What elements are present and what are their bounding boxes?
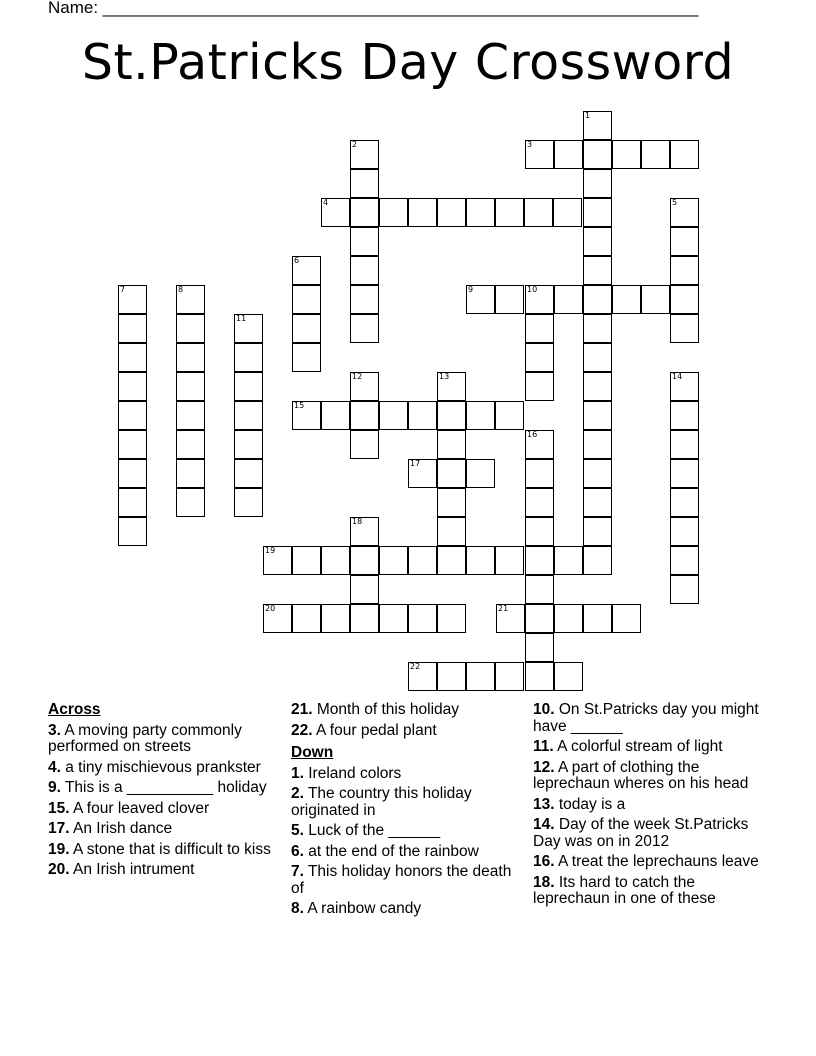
clue-text: today is a	[554, 795, 626, 813]
clue-item	[291, 844, 516, 861]
clue-item	[291, 723, 516, 740]
grid-cell[interactable]	[495, 198, 524, 227]
clue-num: 9.	[48, 779, 61, 796]
clue-number: 7	[120, 285, 126, 294]
grid-cell[interactable]	[466, 285, 495, 314]
grid-cell[interactable]	[670, 198, 699, 227]
grid-cell[interactable]	[670, 285, 699, 314]
clue-number: 6	[294, 256, 300, 265]
clue-item	[291, 823, 516, 840]
grid-cell[interactable]	[525, 488, 554, 517]
grid-cell[interactable]	[176, 401, 205, 430]
clue-item	[291, 766, 516, 783]
grid-cell[interactable]	[408, 604, 437, 633]
grid-cell[interactable]	[176, 314, 205, 343]
grid-cell[interactable]	[350, 372, 379, 401]
grid-cell[interactable]	[234, 343, 263, 372]
clue-number: 19	[265, 546, 276, 555]
grid-cell[interactable]	[583, 169, 612, 198]
grid-cell[interactable]	[525, 285, 554, 314]
clue-item	[291, 864, 516, 897]
grid-cell[interactable]	[350, 517, 379, 546]
clue-number: 17	[410, 459, 421, 468]
clue-number: 10	[527, 285, 538, 294]
clue-text: A four pedal plant	[312, 721, 437, 739]
grid-cell[interactable]	[583, 140, 612, 169]
grid-cell[interactable]	[118, 517, 147, 546]
clue-num: 4.	[48, 758, 61, 776]
clue-num: 16.	[533, 853, 555, 870]
grid-cell[interactable]	[408, 662, 437, 691]
clue-item	[291, 702, 516, 719]
grid-cell[interactable]	[583, 256, 612, 285]
grid-cell[interactable]	[525, 604, 554, 633]
clue-text: An Irish intrument	[69, 861, 195, 878]
clue-item	[48, 760, 273, 777]
clue-text: Ireland colors	[303, 764, 402, 782]
grid-cell[interactable]	[263, 604, 292, 633]
grid-cell[interactable]	[583, 314, 612, 343]
clue-num: 1.	[291, 764, 304, 782]
clue-number: 18	[352, 517, 363, 526]
across-clue-list	[48, 723, 273, 879]
grid-cell[interactable]	[554, 546, 583, 575]
clue-number: 15	[294, 401, 305, 410]
clue-num: 12.	[533, 758, 555, 776]
down-heading: Down	[291, 744, 334, 761]
grid-cell[interactable]	[118, 343, 147, 372]
grid-cell[interactable]	[234, 314, 263, 343]
grid-cell[interactable]	[408, 459, 437, 488]
grid-cell[interactable]	[670, 517, 699, 546]
grid-cell[interactable]	[583, 401, 612, 430]
clue-text: Its hard to catch the leprechaun in one of these	[533, 873, 716, 907]
grid-cell[interactable]	[292, 314, 321, 343]
clue-num: 3.	[48, 721, 61, 739]
clue-number: 16	[527, 430, 538, 439]
grid-cell[interactable]	[437, 546, 466, 575]
grid-cell[interactable]	[118, 430, 147, 459]
clue-item	[291, 901, 516, 918]
grid-cell[interactable]	[350, 546, 379, 575]
clue-number: 21	[498, 604, 509, 613]
grid-cell[interactable]	[583, 285, 612, 314]
clue-item	[533, 760, 773, 793]
grid-cell[interactable]	[670, 488, 699, 517]
clue-num: 6.	[291, 842, 304, 860]
clue-number: 4	[323, 198, 329, 207]
grid-cell[interactable]	[350, 256, 379, 285]
grid-cell[interactable]	[670, 575, 699, 604]
clue-num: 8.	[291, 900, 304, 917]
grid-cell[interactable]	[525, 459, 554, 488]
grid-cell[interactable]	[583, 111, 612, 140]
grid-cell[interactable]	[292, 604, 321, 633]
grid-cell[interactable]	[350, 314, 379, 343]
grid-cell[interactable]	[379, 198, 408, 227]
grid-cell[interactable]	[495, 662, 524, 691]
across-heading: Across	[48, 701, 101, 718]
clue-num: 15.	[48, 799, 70, 817]
grid-cell[interactable]	[670, 401, 699, 430]
grid-cell[interactable]	[350, 140, 379, 169]
clue-number: 20	[265, 604, 276, 613]
clue-num: 5.	[291, 822, 304, 839]
grid-cell[interactable]	[670, 140, 699, 169]
grid-cell[interactable]	[670, 314, 699, 343]
grid-cell[interactable]	[350, 401, 379, 430]
grid-cell[interactable]	[176, 488, 205, 517]
grid-cell[interactable]	[583, 372, 612, 401]
grid-cell[interactable]	[176, 372, 205, 401]
grid-cell[interactable]	[553, 198, 582, 227]
name-field-label: Name: _______________________________________________________________	[48, 0, 699, 17]
grid-cell[interactable]	[234, 430, 263, 459]
grid-cell[interactable]	[466, 198, 495, 227]
clue-number: 1	[585, 111, 591, 120]
grid-cell[interactable]	[118, 459, 147, 488]
grid-cell[interactable]	[554, 604, 583, 633]
clue-num: 21.	[291, 701, 313, 718]
grid-cell[interactable]	[263, 546, 292, 575]
grid-cell[interactable]	[583, 343, 612, 372]
grid-cell[interactable]	[496, 604, 525, 633]
clue-num: 2.	[291, 785, 304, 802]
grid-cell[interactable]	[408, 198, 437, 227]
clues-column-3	[533, 702, 773, 912]
grid-cell[interactable]	[234, 488, 263, 517]
clue-text: On St.Patricks day you might have ______	[533, 701, 759, 735]
clue-number: 11	[236, 314, 247, 323]
clue-text: A moving party commonly performed on streets	[48, 721, 242, 755]
grid-cell[interactable]	[525, 546, 554, 575]
grid-cell[interactable]	[583, 517, 612, 546]
grid-cell[interactable]	[321, 198, 350, 227]
clue-num: 13.	[533, 795, 555, 813]
grid-cell[interactable]	[525, 372, 554, 401]
clue-number: 2	[352, 140, 358, 149]
grid-cell[interactable]	[583, 488, 612, 517]
grid-cell[interactable]	[583, 198, 612, 227]
grid-cell[interactable]	[525, 314, 554, 343]
clue-number: 14	[672, 372, 683, 381]
grid-cell[interactable]	[466, 401, 495, 430]
clue-number: 9	[468, 285, 474, 294]
clue-num: 19.	[48, 840, 70, 858]
grid-cell[interactable]	[437, 430, 466, 459]
clues-column-1	[48, 702, 273, 883]
grid-cell[interactable]	[292, 343, 321, 372]
grid-cell[interactable]	[525, 140, 554, 169]
clue-item	[48, 723, 273, 756]
grid-cell[interactable]	[583, 546, 612, 575]
grid-cell[interactable]	[495, 546, 524, 575]
grid-cell[interactable]	[350, 575, 379, 604]
clue-number: 12	[352, 372, 363, 381]
clue-num: 22.	[291, 721, 313, 739]
clue-item	[48, 780, 273, 797]
clue-number: 22	[410, 662, 421, 671]
clue-item	[533, 702, 773, 735]
grid-cell[interactable]	[437, 198, 466, 227]
clue-text: A four leaved clover	[69, 799, 210, 817]
grid-cell[interactable]	[554, 140, 583, 169]
clue-num: 7.	[291, 863, 304, 880]
grid-cell[interactable]	[118, 372, 147, 401]
grid-cell[interactable]	[437, 372, 466, 401]
clue-number: 8	[178, 285, 184, 294]
grid-cell[interactable]	[118, 285, 147, 314]
clue-num: 14.	[533, 816, 555, 833]
clue-item	[533, 739, 773, 756]
grid-cell[interactable]	[612, 604, 641, 633]
clue-item	[48, 821, 273, 838]
clue-item	[48, 842, 273, 859]
grid-cell[interactable]	[350, 604, 379, 633]
grid-cell[interactable]	[641, 285, 670, 314]
grid-cell[interactable]	[437, 459, 466, 488]
clue-item	[533, 797, 773, 814]
grid-cell[interactable]	[350, 198, 379, 227]
clue-num: 20.	[48, 861, 70, 878]
grid-cell[interactable]	[670, 372, 699, 401]
grid-cell[interactable]	[176, 343, 205, 372]
clue-number: 5	[672, 198, 678, 207]
grid-cell[interactable]	[670, 227, 699, 256]
grid-cell[interactable]	[437, 488, 466, 517]
grid-cell[interactable]	[525, 633, 554, 662]
grid-cell[interactable]	[466, 546, 495, 575]
grid-cell[interactable]	[408, 546, 437, 575]
grid-cell[interactable]	[292, 401, 321, 430]
clue-number: 13	[439, 372, 450, 381]
clue-num: 18.	[533, 873, 555, 891]
clue-text: a tiny mischievous prankster	[60, 758, 261, 776]
down-clue-list	[291, 766, 516, 918]
grid-cell[interactable]	[379, 546, 408, 575]
clue-item	[533, 817, 773, 850]
across-clue-list-continued	[291, 702, 516, 739]
clue-text: A colorful stream of light	[553, 738, 723, 755]
grid-cell[interactable]	[583, 227, 612, 256]
grid-cell[interactable]	[670, 459, 699, 488]
clue-num: 10.	[533, 701, 555, 718]
grid-cell[interactable]	[554, 285, 583, 314]
grid-cell[interactable]	[437, 401, 466, 430]
grid-cell[interactable]	[524, 198, 553, 227]
grid-cell[interactable]	[612, 140, 641, 169]
clue-text: Day of the week St.Patricks Day was on in 2012	[533, 816, 749, 850]
grid-cell[interactable]	[437, 517, 466, 546]
grid-cell[interactable]	[670, 546, 699, 575]
clue-item	[291, 786, 516, 819]
page-title: St.Patricks Day Crossword	[81, 34, 735, 91]
grid-cell[interactable]	[176, 430, 205, 459]
grid-cell[interactable]	[350, 227, 379, 256]
grid-cell[interactable]	[118, 488, 147, 517]
grid-cell[interactable]	[350, 285, 379, 314]
clue-text: Month of this holiday	[312, 701, 460, 718]
grid-cell[interactable]	[408, 401, 437, 430]
grid-cell[interactable]	[234, 401, 263, 430]
grid-cell[interactable]	[583, 604, 612, 633]
clue-item	[533, 875, 773, 908]
grid-cell[interactable]	[525, 343, 554, 372]
grid-cell[interactable]	[350, 169, 379, 198]
grid-cell[interactable]	[176, 285, 205, 314]
grid-cell[interactable]	[234, 372, 263, 401]
grid-cell[interactable]	[670, 256, 699, 285]
clue-text: A part of clothing the leprechaun wheres on his head	[533, 758, 749, 792]
clue-item	[48, 801, 273, 818]
grid-cell[interactable]	[525, 517, 554, 546]
grid-cell[interactable]	[176, 459, 205, 488]
grid-cell[interactable]	[583, 430, 612, 459]
grid-cell[interactable]	[321, 604, 350, 633]
grid-cell[interactable]	[525, 430, 554, 459]
grid-cell[interactable]	[525, 575, 554, 604]
grid-cell[interactable]	[466, 459, 495, 488]
grid-cell[interactable]	[466, 662, 495, 691]
grid-cell[interactable]	[554, 662, 583, 691]
grid-cell[interactable]	[379, 604, 408, 633]
down-clue-list-continued	[533, 702, 773, 908]
clue-number: 3	[527, 140, 533, 149]
grid-cell[interactable]	[118, 314, 147, 343]
clue-text: A treat the leprechauns leave	[554, 853, 759, 870]
grid-cell[interactable]	[350, 430, 379, 459]
clues-column-2	[291, 702, 516, 922]
grid-cell[interactable]	[437, 604, 466, 633]
grid-cell[interactable]	[321, 546, 350, 575]
grid-cell[interactable]	[118, 401, 147, 430]
grid-cell[interactable]	[321, 401, 350, 430]
grid-cell[interactable]	[612, 285, 641, 314]
clue-text: This holiday honors the death of	[291, 863, 512, 897]
clue-text: The country this holiday originated in	[291, 785, 472, 819]
grid-cell[interactable]	[495, 401, 524, 430]
clue-text: Luck of the ______	[303, 822, 441, 839]
clue-text: An Irish dance	[69, 820, 173, 837]
clue-num: 17.	[48, 820, 70, 837]
clue-text: A rainbow candy	[303, 900, 422, 917]
clue-num: 11.	[533, 738, 554, 755]
grid-cell[interactable]	[495, 285, 524, 314]
grid-cell[interactable]	[437, 662, 466, 691]
clue-item	[533, 854, 773, 871]
grid-cell[interactable]	[292, 546, 321, 575]
clue-text: This is a __________ holiday	[60, 779, 267, 796]
clue-item	[48, 862, 273, 879]
clue-text: A stone that is difficult to kiss	[69, 840, 271, 858]
clue-text: at the end of the rainbow	[303, 842, 479, 860]
grid-cell[interactable]	[670, 430, 699, 459]
grid-cell[interactable]	[292, 285, 321, 314]
grid-cell[interactable]	[583, 459, 612, 488]
grid-cell[interactable]	[379, 401, 408, 430]
grid-cell[interactable]	[234, 459, 263, 488]
grid-cell[interactable]	[641, 140, 670, 169]
grid-cell[interactable]	[292, 256, 321, 285]
grid-cell[interactable]	[525, 662, 554, 691]
